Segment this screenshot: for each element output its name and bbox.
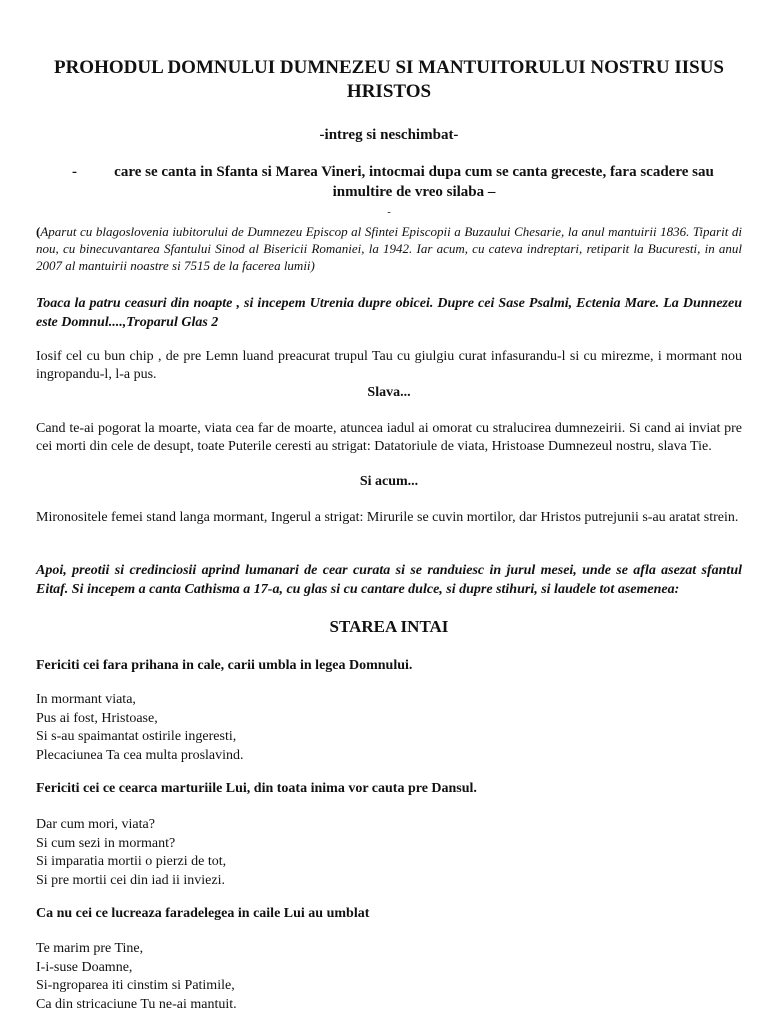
si-acum-heading: Si acum... [359, 474, 419, 489]
paragraph-si-acum: Mironositele femei stand langa mormant, Ingerul a strigat: Mirurile se cuvin mortilor, dar Hristos putrejunii s-au aratat strein. [36, 510, 739, 525]
psalm-verse-1: Fericiti cei fara prihana in cale, carii umbla in legea Domnului. [36, 658, 413, 673]
rubric-utrenia: Toaca la patru ceasuri din noapte , si incepem Utrenia dupre obicei. Dupre cei Sase Psalmi, Ectenia Mare. La Dunnezeu este Domnul....,Troparul Glas 2 [36, 296, 742, 330]
stanza-line: Ca din stricaciune Tu ne-ai mantuit. [36, 996, 237, 1012]
small-dash: - [387, 207, 391, 218]
stanza-line: Plecaciunea Ta cea multa proslavind. [36, 747, 244, 763]
stanza-1 [36, 691, 742, 765]
stanza-3 [36, 940, 742, 1014]
preface-paragraph [36, 223, 742, 274]
preface-text: Aparut cu blagoslovenia iubitorului de Dumnezeu Episcop al Sfintei Episcopii a Buzaului Chesarie, la anul mantuirii 1836. Tiparit di nou, cu binecuvantarea Sfantului Sinod al Bisericii Romaniei, la 1942. Iar acum, cu cateva indreptari, retiparit la Bucuresti, in anul 2007 al mantuirii noastre si 7515 de la facerea lumii) [36, 224, 742, 273]
stanza-line: I-i-suse Doamne, [36, 959, 133, 975]
stanza-2 [36, 816, 742, 890]
section-title: STAREA INTAI [329, 617, 449, 636]
intro-dash: - [72, 164, 77, 180]
stanza-line: In mormant viata, [36, 692, 136, 707]
document-title: PROHODUL DOMNULUI DUMNEZEU SI MANTUITORULUI NOSTRU IISUS HRISTOS [53, 57, 725, 102]
document-subtitle: -intreg si neschimbat- [319, 127, 459, 143]
stanza-line: Te marim pre Tine, [36, 941, 144, 956]
stanza-line: Si imparatia mortii o pierzi de tot, [36, 854, 227, 869]
stanza-line: Si-ngroparea iti cinstim si Patimile, [36, 978, 235, 993]
stanza-line: Si pre mortii cei din iad ii inviezi. [36, 872, 225, 888]
stanza-line: Si cum sezi in mormant? [36, 835, 176, 851]
slava-heading: Slava... [367, 385, 411, 400]
intro-paragraph [36, 162, 742, 202]
preface-open-paren: ( [36, 224, 41, 239]
stanza-line: Dar cum mori, viata? [36, 817, 155, 832]
intro-text: care se canta in Sfanta si Marea Vineri, intocmai dupa cum se canta greceste, fara scadere sau inmultire de vreo silaba – [114, 164, 714, 200]
stanza-line: Si s-au spaimantat ostirile ingeresti, [36, 729, 237, 744]
psalm-verse-3: Ca nu cei ce lucreaza faradelegea in caile Lui au umblat [36, 906, 370, 921]
stanza-line: Pus ai fost, Hristoase, [36, 710, 158, 726]
psalm-verse-2: Fericiti cei ce cearca marturiile Lui, din toata inima vor cauta pre Dansul. [36, 781, 477, 796]
paragraph-troparion: Iosif cel cu bun chip , de pre Lemn luand preacurat trupul Tau cu giulgiu curat infasurandu-l si cu mirezme, i mormant nou ingropandu-l, l-a pus. [36, 349, 742, 382]
paragraph-slava: Cand te-ai pogorat la moarte, viata cea far de moarte, atuncea iadul ai omorat cu stralucirea dumnezeirii. Si cand ai inviat pre cei morti din cele de desupt, toate Puterile ceresti au strigat: Datatoriule de viata, Hristoase Dumnezeul nostru, slava Tie. [36, 421, 742, 454]
rubric-cathisma: Apoi, preotii si credinciosii aprind lumanari de cear curata si se randuiesc in jurul mesei, unde se afla asezat sfantul Eitaf. Si incepem a canta Cathisma a 17-a, cu glas si cu cantare dulce, si dupre stihuri, si laudele tot asemenea: [36, 563, 742, 597]
